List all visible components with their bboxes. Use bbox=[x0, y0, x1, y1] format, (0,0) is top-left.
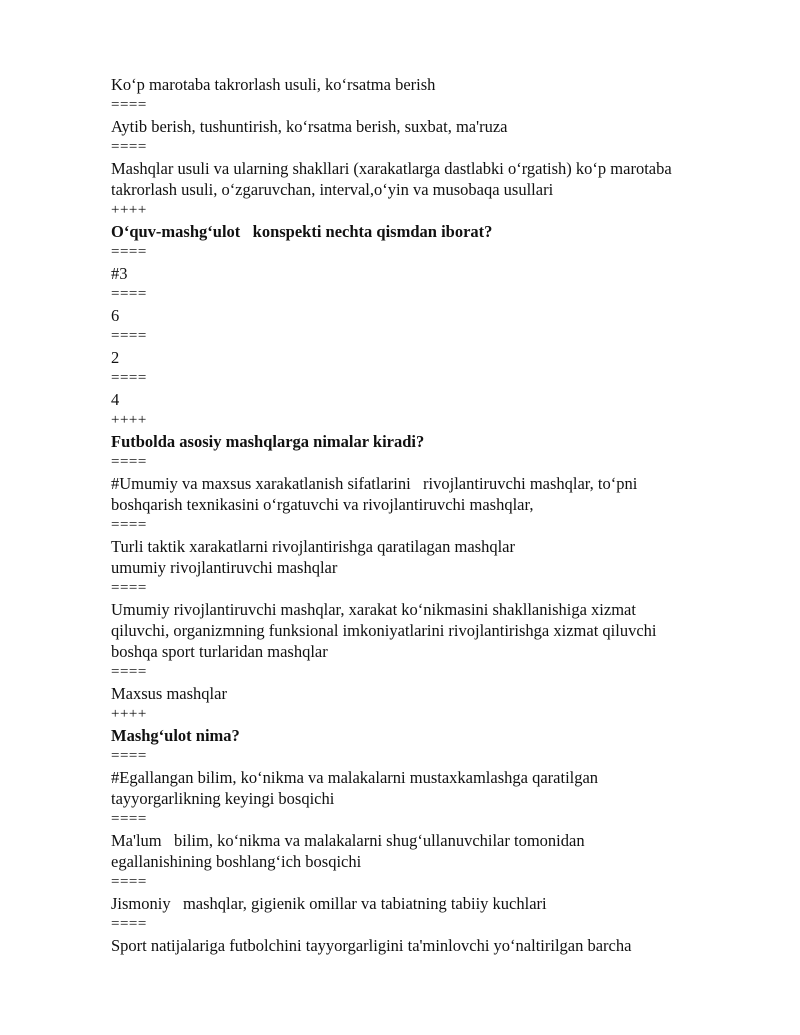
document-page bbox=[111, 74, 751, 956]
answer-option: Ma'lum bilim, ko‘nikma va malakalarni shug‘ullanuvchilar tomonidan egallanishining boshlang‘ich bosqichi bbox=[111, 831, 585, 871]
option-separator: ==== bbox=[111, 286, 147, 302]
answer-option: 4 bbox=[111, 390, 120, 409]
option-separator: ==== bbox=[111, 874, 147, 890]
question-text: Futbolda asosiy mashqlarga nimalar kiradi? bbox=[111, 432, 425, 451]
option-separator: ==== bbox=[111, 916, 147, 932]
question-text: O‘quv-mashg‘ulot konspekti nechta qismdan iborat? bbox=[111, 222, 493, 241]
option-separator: ==== bbox=[111, 139, 147, 155]
option-separator: ==== bbox=[111, 370, 147, 386]
answer-option: Mashqlar usuli va ularning shakllari (xarakatlarga dastlabki o‘rgatish) ko‘p marotaba takrorlash usuli, o‘zgaruvchan, interval,o‘yin va musobaqa usullari bbox=[111, 159, 672, 199]
answer-option: Maxsus mashqlar bbox=[111, 684, 227, 703]
option-separator: ==== bbox=[111, 580, 147, 596]
option-separator: ==== bbox=[111, 244, 147, 260]
answer-option-correct: #Egallangan bilim, ko‘nikma va malakalarni mustaxkamlashga qaratilgan tayyorgarlikning keyingi bosqichi bbox=[111, 768, 599, 808]
answer-option: Sport natijalariga futbolchini tayyorgarligini ta'minlovchi yo‘naltirilgan barcha bbox=[111, 936, 632, 955]
option-separator: ==== bbox=[111, 328, 147, 344]
answer-option-correct: #Umumiy va maxsus xarakatlanish sifatlarini rivojlantiruvchi mashqlar, to‘pni boshqarish texnikasini o‘rgatuvchi va rivojlantiruvchi mashqlar, bbox=[111, 474, 638, 514]
answer-option: Umumiy rivojlantiruvchi mashqlar, xarakat ko‘nikmasini shakllanishiga xizmat qiluvchi, organizmning funksional imkoniyatlarini rivojlantirishga xizmat qiluvchi boshqa sport turlaridan mashqlar bbox=[111, 600, 657, 661]
answer-option: 2 bbox=[111, 348, 120, 367]
answer-option: Ko‘p marotaba takrorlash usuli, ko‘rsatma berish bbox=[111, 75, 436, 94]
option-separator: ==== bbox=[111, 748, 147, 764]
option-separator: ==== bbox=[111, 664, 147, 680]
answer-option: 6 bbox=[111, 306, 120, 325]
answer-option-correct: #3 bbox=[111, 264, 128, 283]
answer-option: Jismoniy mashqlar, gigienik omillar va tabiatning tabiiy kuchlari bbox=[111, 894, 547, 913]
answer-option: Aytib berish, tushuntirish, ko‘rsatma berish, suxbat, ma'ruza bbox=[111, 117, 508, 136]
option-separator: ==== bbox=[111, 97, 147, 113]
option-separator: ==== bbox=[111, 454, 147, 470]
answer-option: Turli taktik xarakatlarni rivojlantirishga qaratilagan mashqlar umumiy rivojlantiruvchi mashqlar bbox=[111, 537, 515, 577]
option-separator: ==== bbox=[111, 517, 147, 533]
question-separator: ++++ bbox=[111, 412, 147, 428]
question-separator: ++++ bbox=[111, 706, 147, 722]
question-separator: ++++ bbox=[111, 202, 147, 218]
option-separator: ==== bbox=[111, 811, 147, 827]
question-text: Mashg‘ulot nima? bbox=[111, 726, 240, 745]
